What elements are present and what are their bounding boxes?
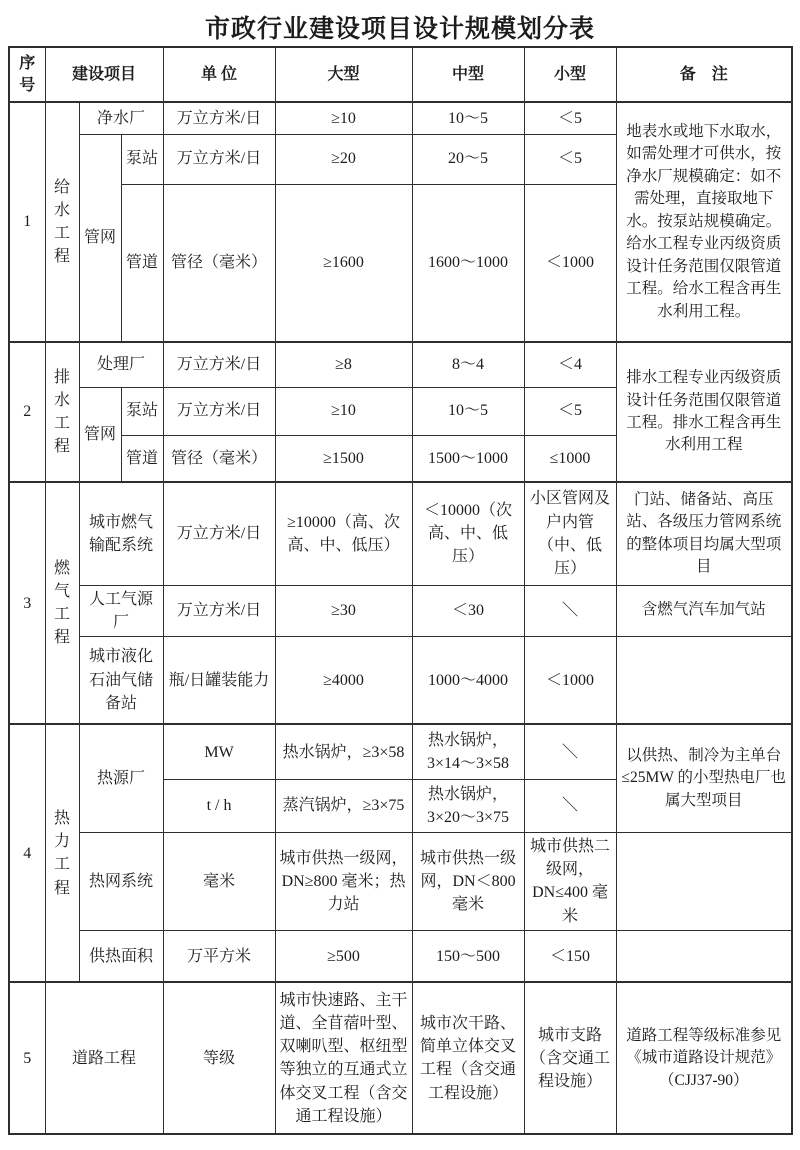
s4-area-small: ＜150: [524, 930, 616, 982]
s4-area-label: 供热面积: [79, 930, 163, 982]
s2-pipe-label: 管道: [121, 435, 163, 482]
s4-network-remark: [616, 832, 792, 930]
s3-name: 燃气工程: [45, 482, 79, 724]
s4-plant-mw-small: ＼: [524, 724, 616, 779]
road-row: [9, 982, 792, 1134]
s1-pump-label: 泵站: [121, 134, 163, 184]
header-large: 大型: [275, 47, 412, 102]
s1-plant-small: ＜5: [524, 102, 616, 134]
s2-pump-medium: 10～5: [412, 387, 524, 435]
s2-pump-label: 泵站: [121, 387, 163, 435]
s2-plant-large: ≥8: [275, 342, 412, 387]
s1-plant-label: 净水厂: [79, 102, 163, 134]
s4-network-medium: 城市供热一级网，DN＜800 毫米: [412, 832, 524, 930]
s1-pump-medium: 20～5: [412, 134, 524, 184]
s3-source-large: ≥30: [275, 585, 412, 636]
s4-network-unit: 毫米: [163, 832, 275, 930]
s4-plant-label: 热源厂: [79, 724, 163, 832]
s5-small: 城市支路（含交通工程设施）: [524, 982, 616, 1134]
s1-pipe-medium: 1600～1000: [412, 184, 524, 342]
s4-no: 4: [9, 724, 45, 982]
header-project: 建设项目: [45, 47, 163, 102]
header-remark: 备 注: [616, 47, 792, 102]
s3-distribution-medium: ＜10000（次高、中、低压）: [412, 482, 524, 585]
s3-source-unit: 万立方米/日: [163, 585, 275, 636]
header-medium: 中型: [412, 47, 524, 102]
s4-network-small: 城市供热二级网，DN≤400 毫米: [524, 832, 616, 930]
s1-plant-unit: 万立方米/日: [163, 102, 275, 134]
header-small: 小型: [524, 47, 616, 102]
s4-plant-th-large: 蒸汽锅炉，≥3×75: [275, 779, 412, 832]
s4-area-medium: 150～500: [412, 930, 524, 982]
s4-plant-remark: 以供热、制冷为主单台≤25MW 的小型热电厂也属大型项目: [616, 724, 792, 832]
s3-distribution-small: 小区管网及户内管（中、低压）: [524, 482, 616, 585]
page-title: 市政行业建设项目设计规模划分表: [204, 16, 595, 43]
s1-pump-unit: 万立方米/日: [163, 134, 275, 184]
s4-plant-th-unit: t / h: [163, 779, 275, 832]
s2-pump-small: ＜5: [524, 387, 616, 435]
s3-source-small: ＼: [524, 585, 616, 636]
s5-large: 城市快速路、主干道、全苜蓿叶型、双喇叭型、枢纽型等独立的互通式立体交叉工程（含交通工程设施）: [275, 982, 412, 1134]
scale-division-table: [8, 46, 793, 1135]
s4-area-remark: [616, 930, 792, 982]
s1-group-label: 管网: [79, 134, 121, 342]
s4-area-unit: 万平方米: [163, 930, 275, 982]
s2-plant-medium: 8～4: [412, 342, 524, 387]
s3-lpg-medium: 1000～4000: [412, 636, 524, 724]
s3-lpg-unit: 瓶/日罐装能力: [163, 636, 275, 724]
heat-plant-mw-row: [9, 724, 792, 779]
header-unit: 单 位: [163, 47, 275, 102]
s3-lpg-label: 城市液化石油气储备站: [79, 636, 163, 724]
s3-no: 3: [9, 482, 45, 724]
s1-pipe-large: ≥1600: [275, 184, 412, 342]
s3-source-label: 人工气源厂: [79, 585, 163, 636]
s2-plant-small: ＜4: [524, 342, 616, 387]
gas-lpg-row: [9, 636, 792, 724]
header-row: [9, 47, 792, 102]
s4-network-label: 热网系统: [79, 832, 163, 930]
s3-source-medium: ＜30: [412, 585, 524, 636]
gas-distribution-row: [9, 482, 792, 585]
s3-lpg-remark: [616, 636, 792, 724]
s1-remark: 地表水或地下水取水，如需处理才可供水，按净水厂规模确定：如不需处理，直接取地下水。按泵站规模确定。给水工程专业丙级资质设计任务范围仅限管道工程。给水工程含再生水利用工程。: [616, 102, 792, 342]
s1-pipe-small: ＜1000: [524, 184, 616, 342]
s3-distribution-large: ≥10000（高、次高、中、低压）: [275, 482, 412, 585]
s4-plant-th-medium: 热水锅炉，3×20～3×75: [412, 779, 524, 832]
heat-area-row: [9, 930, 792, 982]
s3-distribution-label: 城市燃气输配系统: [79, 482, 163, 585]
s4-plant-mw-medium: 热水锅炉，3×14～3×58: [412, 724, 524, 779]
s4-network-large: 城市供热一级网，DN≥800 毫米；热力站: [275, 832, 412, 930]
s2-pipe-small: ≤1000: [524, 435, 616, 482]
s3-source-remark: 含燃气汽车加气站: [616, 585, 792, 636]
s5-no: 5: [9, 982, 45, 1134]
s2-plant-unit: 万立方米/日: [163, 342, 275, 387]
s4-plant-mw-unit: MW: [163, 724, 275, 779]
s1-pump-small: ＜5: [524, 134, 616, 184]
s1-pipe-unit: 管径（毫米）: [163, 184, 275, 342]
s3-distribution-remark: 门站、储备站、高压站、各级压力管网系统的整体项目均属大型项目: [616, 482, 792, 585]
s2-pipe-unit: 管径（毫米）: [163, 435, 275, 482]
s1-no: 1: [9, 102, 45, 342]
s3-distribution-unit: 万立方米/日: [163, 482, 275, 585]
s2-pump-unit: 万立方米/日: [163, 387, 275, 435]
s2-group-label: 管网: [79, 387, 121, 482]
s4-plant-th-small: ＼: [524, 779, 616, 832]
s4-area-large: ≥500: [275, 930, 412, 982]
s3-lpg-large: ≥4000: [275, 636, 412, 724]
s2-pipe-large: ≥1500: [275, 435, 412, 482]
drainage-plant-row: [9, 342, 792, 387]
s1-plant-medium: 10～5: [412, 102, 524, 134]
s2-no: 2: [9, 342, 45, 482]
s2-pump-large: ≥10: [275, 387, 412, 435]
s3-lpg-small: ＜1000: [524, 636, 616, 724]
s2-pipe-medium: 1500～1000: [412, 435, 524, 482]
s1-plant-large: ≥10: [275, 102, 412, 134]
header-seq: 序号: [9, 47, 45, 102]
heat-network-row: [9, 832, 792, 930]
s2-plant-label: 处理厂: [79, 342, 163, 387]
gas-source-row: [9, 585, 792, 636]
s5-name: 道路工程: [45, 982, 163, 1134]
s1-pipe-label: 管道: [121, 184, 163, 342]
s1-name: 给水工程: [45, 102, 79, 342]
s5-remark: 道路工程等级标准参见《城市道路设计规范》（CJJ37-90）: [616, 982, 792, 1134]
s2-name: 排水工程: [45, 342, 79, 482]
s4-name: 热力工程: [45, 724, 79, 982]
s5-unit: 等级: [163, 982, 275, 1134]
s4-plant-mw-large: 热水锅炉，≥3×58: [275, 724, 412, 779]
s1-pump-large: ≥20: [275, 134, 412, 184]
s5-medium: 城市次干路、简单立体交叉工程（含交通工程设施）: [412, 982, 524, 1134]
s2-remark: 排水工程专业丙级资质设计任务范围仅限管道工程。排水工程含再生水利用工程: [616, 342, 792, 482]
water-supply-plant-row: [9, 102, 792, 134]
